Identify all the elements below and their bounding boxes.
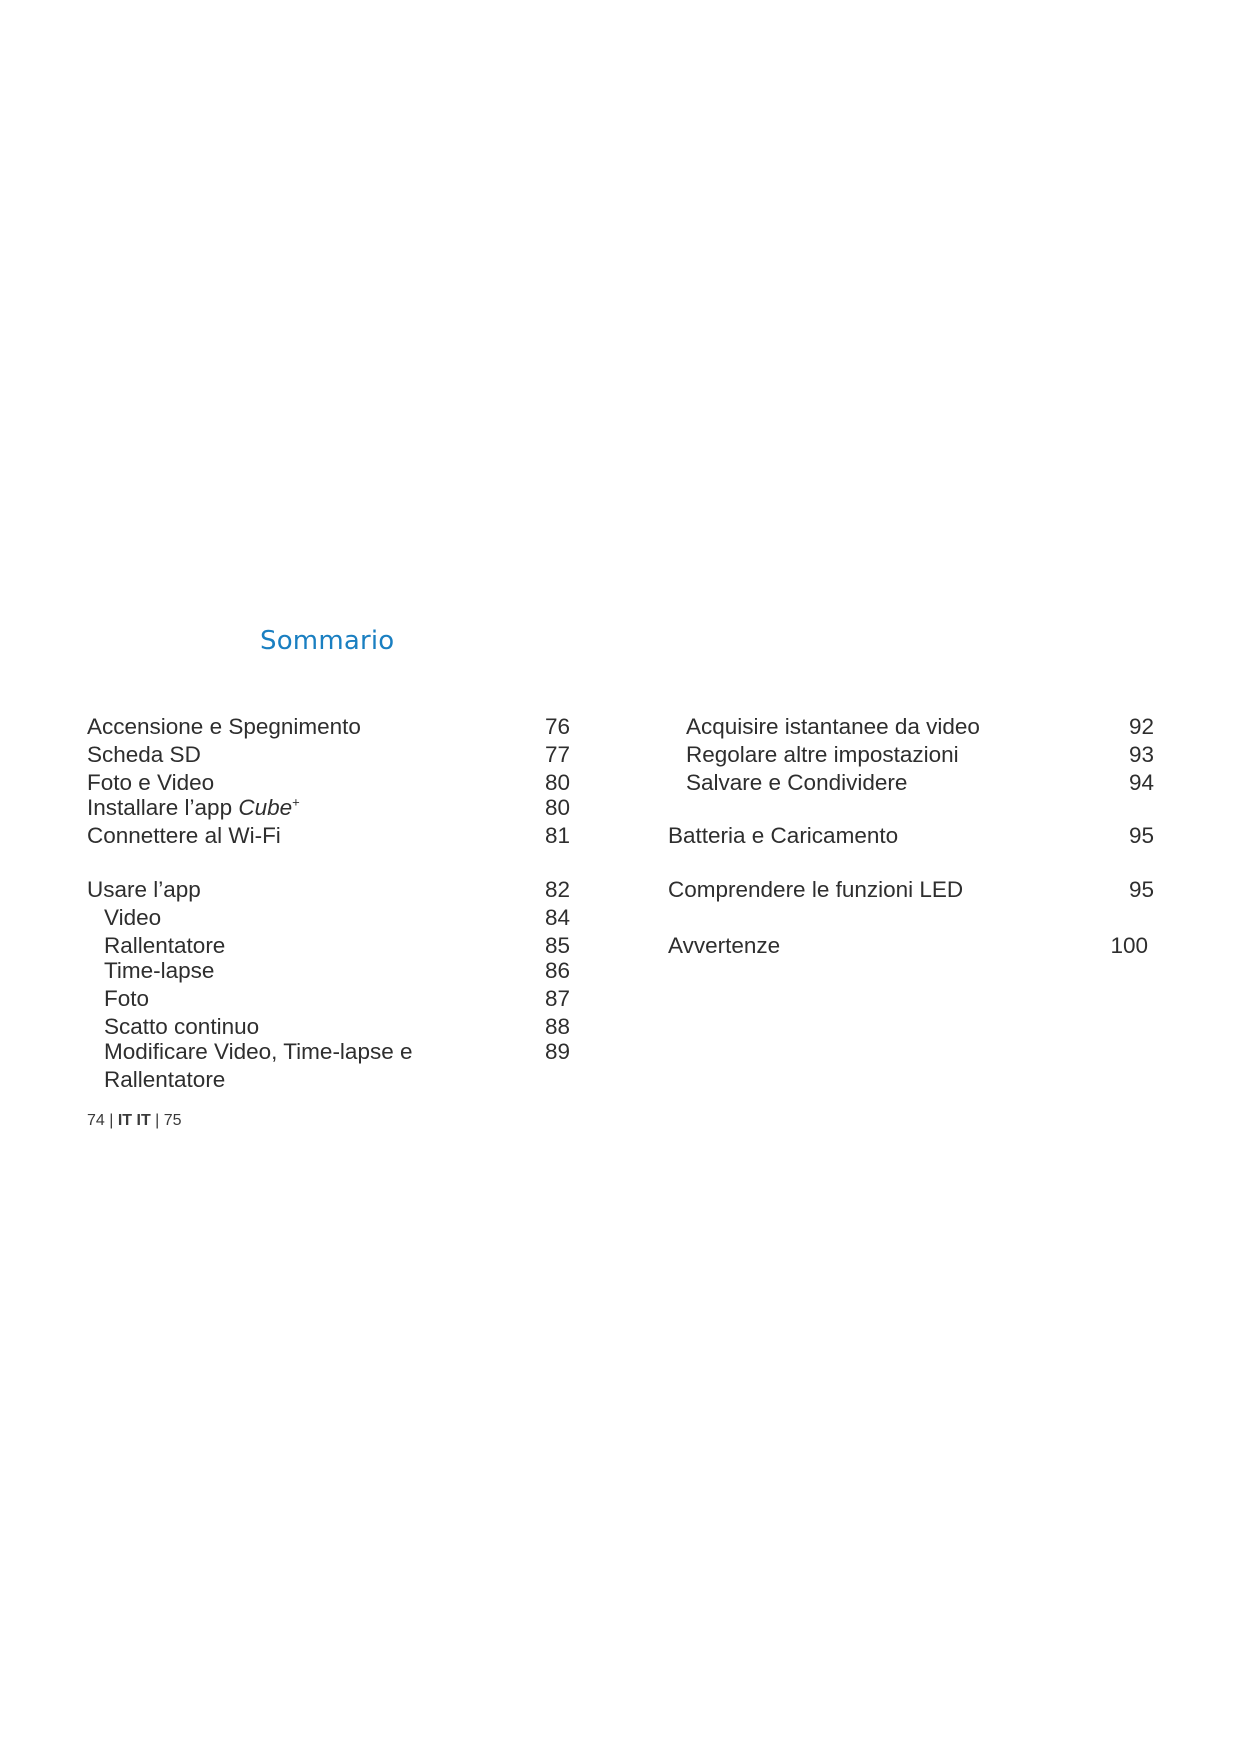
toc-page-number: 89 [544, 1039, 570, 1064]
toc-subentry: Time-lapse [104, 958, 215, 983]
toc-page-number: 87 [544, 986, 570, 1011]
toc-entry: Accensione e Spegnimento [87, 714, 361, 739]
toc-subentry-continuation: Rallentatore [104, 1067, 226, 1092]
toc-entry: Batteria e Caricamento [668, 823, 899, 848]
toc-page-number: 80 [544, 795, 570, 820]
toc-page-number: 88 [544, 1014, 570, 1039]
toc-subentry: Video [104, 905, 162, 930]
toc-entry: Usare l’app [87, 877, 201, 902]
toc-subentry: Acquisire istantanee da video [686, 714, 980, 739]
toc-page-number: 82 [544, 877, 570, 902]
footer-right-page-number: 75 [163, 1112, 182, 1129]
toc-page-number: 95 [1128, 823, 1154, 848]
footer-separator: | [104, 1112, 118, 1129]
toc-entry-app-name: Cube [238, 795, 293, 820]
toc-subentry: Rallentatore [104, 933, 226, 958]
toc-page-number: 93 [1128, 742, 1154, 767]
toc-entry: Avvertenze [668, 933, 781, 958]
toc-page-number: 85 [544, 933, 570, 958]
toc-subentry: Modificare Video, Time-lapse e [104, 1039, 413, 1064]
toc-page-number: 86 [544, 958, 570, 983]
toc-page-number: 84 [544, 905, 570, 930]
toc-page-number: 100 [1110, 933, 1148, 958]
toc-entry: Scheda SD [87, 742, 201, 767]
toc-entry-install-app [87, 794, 300, 822]
toc-subentry: Salvare e Condividere [686, 770, 908, 795]
toc-page-number: 94 [1128, 770, 1154, 795]
footer-separator: | [150, 1112, 164, 1129]
toc-subentry: Regolare altre impostazioni [686, 742, 959, 767]
footer-left-page-number: 74 [87, 1112, 105, 1129]
toc-page-number: 77 [544, 742, 570, 767]
page-footer [87, 1112, 182, 1130]
toc-page-number: 95 [1128, 877, 1154, 902]
toc-entry-sup: + [292, 794, 300, 810]
toc-entry-prefix: Installare l’app [87, 795, 239, 820]
toc-page-number: 81 [544, 823, 570, 848]
toc-entry: Foto e Video [87, 770, 215, 795]
toc-entry: Comprendere le funzioni LED [668, 877, 964, 902]
toc-page-number: 76 [544, 714, 570, 739]
footer-language: IT IT [117, 1112, 151, 1129]
toc-page-number: 80 [544, 770, 570, 795]
toc-subentry: Scatto continuo [104, 1014, 260, 1039]
toc-subentry: Foto [104, 986, 150, 1011]
toc-title: Sommario [260, 626, 395, 656]
toc-entry: Connettere al Wi-Fi [87, 823, 281, 848]
toc-page-number: 92 [1128, 714, 1154, 739]
